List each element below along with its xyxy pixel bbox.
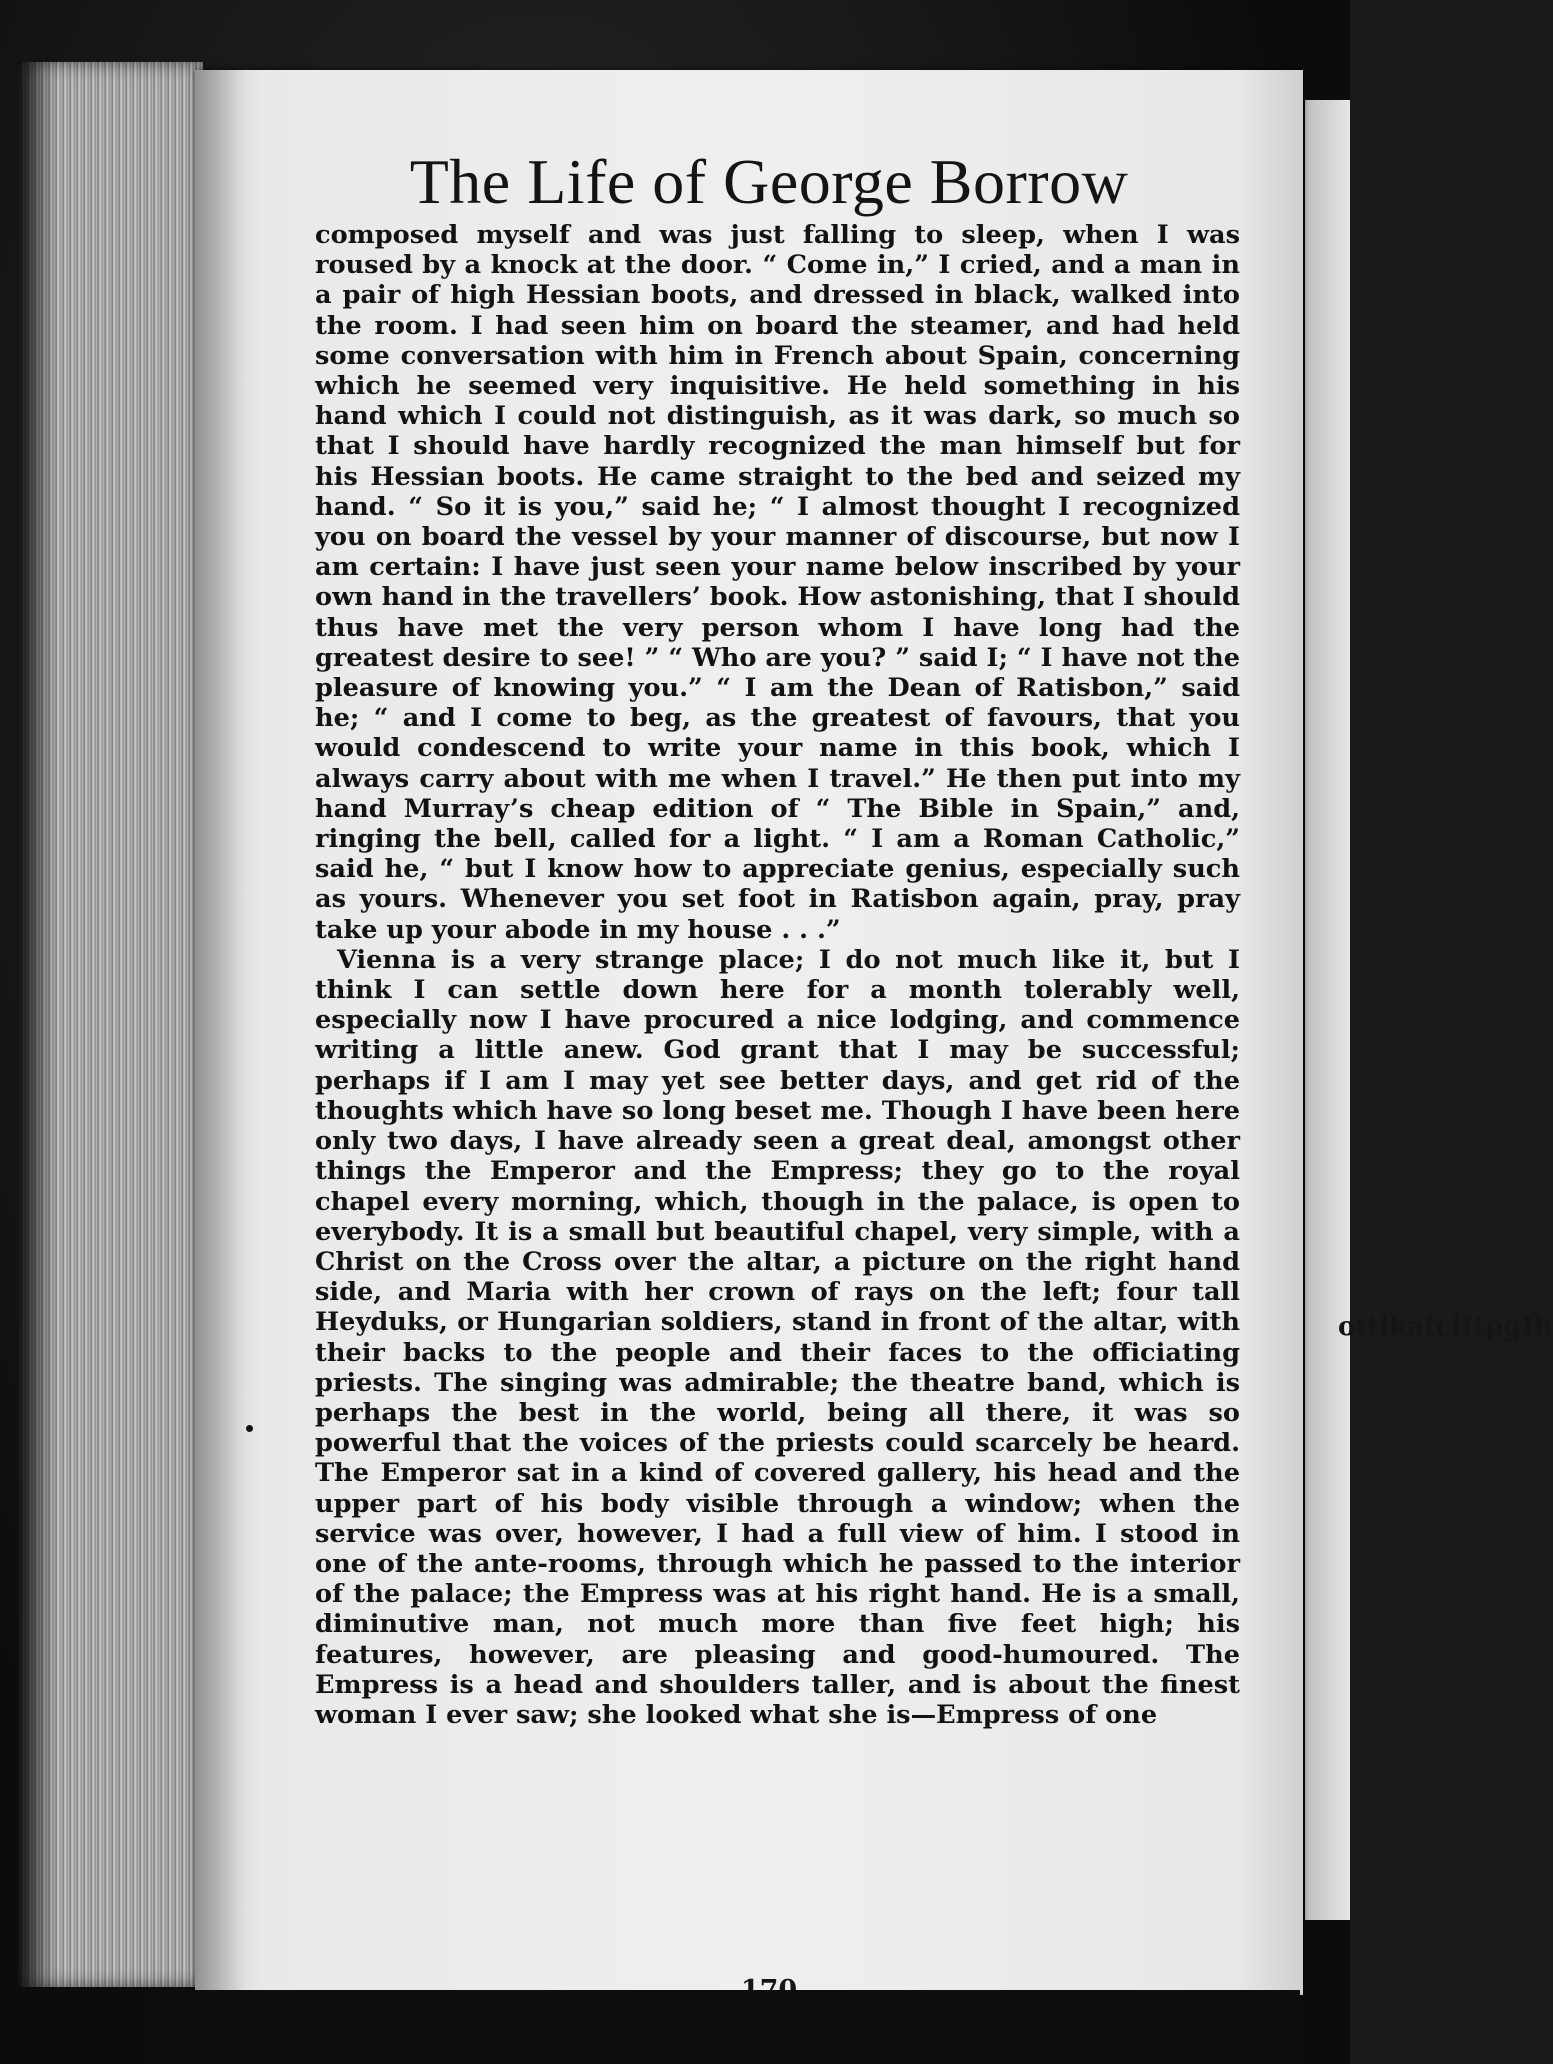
facing-page-text-fragment: ottlkafclItpgIh: [1338, 1312, 1553, 1342]
paragraph-continued: composed myself and was just falling to sleep, when I was roused by a knock at the door. “ Come in,” I cried, and a man in a pair of high Hessian boots, and dressed in black, walked into the room. I had seen him on board the steamer, and had held some conversation with him in French about Spain, concerning which he seemed very inquisitive. He held something in his hand which I could not distinguish, as it was dark, so much so that I should have hardly recognized the man himself but for his Hessian boots. He came straight to the bed and seized my hand. “ So it is you,” said he; “ I almost thought I recognized you on board the vessel by your manner of discourse, but now I am certain: I have just seen your name below inscribed by your own hand in the travellers’ book. How astonishing, that I should thus have met the very person whom I have long had the greatest desire to see! ” “ Who are you? ” said I; “ I have not the pleasure of knowing you.” “ I am the Dean of Ratisbon,” said he; “ and I come to beg, as the greatest of favours, that you would condescend to write your name in this book, which I always carry about with me when I travel.” He then put into my hand Murray’s cheap edition of “ The Bible in Spain,” and, ringing the bell, called for a light. “ I am a Roman Catholic,” said he, “ but I know how to appreciate genius, especially such as yours. Whenever you set foot in Ratisbon again, pray, pray take up your abode in my house . . .”: [315, 220, 1240, 945]
bottom-shadow: [150, 1990, 1300, 2064]
book-page-edges: [18, 62, 203, 1987]
gutter-shadow: [195, 70, 245, 1995]
margin-mark: [246, 1425, 253, 1432]
body-text: [315, 220, 1240, 1730]
running-head: The Life of George Borrow: [409, 146, 1129, 217]
paragraph: Vienna is a very strange place; I do not much like it, but I think I can settle down here for a month tolerably well, especially now I have procured a nice lodging, and commence writing a little anew. God grant that I may be successful; perhaps if I am I may yet see better days, and get rid of the thoughts which have so long beset me. Though I have been here only two days, I have already seen a great deal, amongst other things the Emperor and the Empress; they go to the royal chapel every morning, which, though in the palace, is open to everybody. It is a small but beautiful chapel, very simple, with a Christ on the Cross over the altar, a picture on the right hand side, and Maria with her crown of rays on the left; four tall Heyduks, or Hungarian soldiers, stand in front of the altar, with their backs to the people and their faces to the officiating priests. The singing was admirable; the theatre band, which is perhaps the best in the world, being all there, it was so powerful that the voices of the priests could scarcely be heard. The Emperor sat in a kind of covered gallery, his head and the upper part of his body visible through a window; when the service was over, however, I had a full view of him. I stood in one of the ante-rooms, through which he passed to the interior of the palace; the Empress was at his right hand. He is a small, diminutive man, not much more than five feet high; his features, however, are pleasing and good-humoured. The Empress is a head and shoulders taller, and is about the finest woman I ever saw; she looked what she is—Empress of one: [315, 944, 1240, 1730]
book-page: [195, 70, 1303, 1995]
